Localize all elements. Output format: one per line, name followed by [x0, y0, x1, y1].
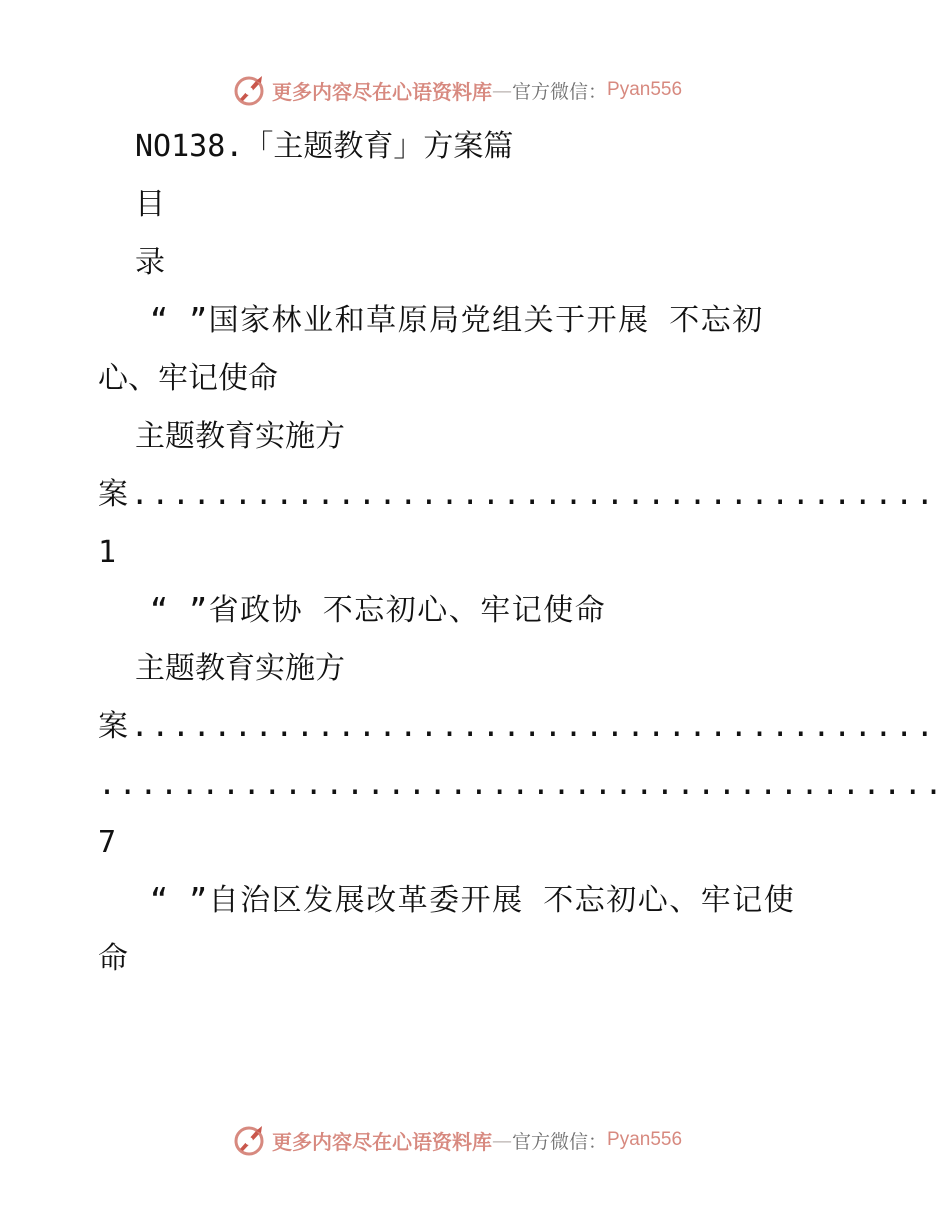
- toc-entry-2-line-1: “ ”省政协 不忘初心、牢记使命: [150, 593, 607, 628]
- header-official-label: 官方微信：: [512, 80, 608, 103]
- header-banner: [232, 70, 732, 110]
- toc-heading-char-1: 目: [135, 187, 165, 222]
- document-title: NO138.「主题教育」方案篇: [135, 129, 514, 164]
- toc-entry-2-page-number: 7: [98, 825, 117, 860]
- quill-logo-icon: [232, 73, 266, 107]
- toc-entry-2-leader-2: .........................................: [98, 767, 946, 802]
- header-wechat-id: Pyan556: [607, 79, 683, 100]
- toc-entry-2-leader-1: 案.......................................: [98, 709, 937, 744]
- footer-wechat-id: Pyan556: [607, 1129, 683, 1150]
- toc-entry-1-line-1: “ ”国家林业和草原局党组关于开展 不忘初: [150, 303, 764, 338]
- toc-entry-1-leader: 案.......................................: [98, 477, 937, 512]
- footer-brand-text: 更多内容尽在心语资料库: [272, 1129, 492, 1154]
- toc-entry-1-line-2: 心、牢记使命: [98, 361, 278, 396]
- footer-official-label: 官方微信：: [512, 1130, 608, 1153]
- footer-dash: —: [492, 1128, 512, 1152]
- footer-banner: [232, 1120, 732, 1160]
- toc-entry-3-line-1: “ ”自治区发展改革委开展 不忘初心、牢记使: [150, 883, 796, 918]
- toc-entry-2-line-2: 主题教育实施方: [135, 651, 345, 686]
- toc-entry-1-page-number: 1: [98, 535, 117, 570]
- toc-heading-char-2: 录: [135, 245, 165, 280]
- header-brand-text: 更多内容尽在心语资料库: [272, 79, 492, 104]
- quill-logo-icon: [232, 1123, 266, 1157]
- toc-entry-3-line-2: 命: [98, 941, 128, 976]
- header-dash: —: [492, 78, 512, 102]
- toc-entry-1-line-3: 主题教育实施方: [135, 419, 345, 454]
